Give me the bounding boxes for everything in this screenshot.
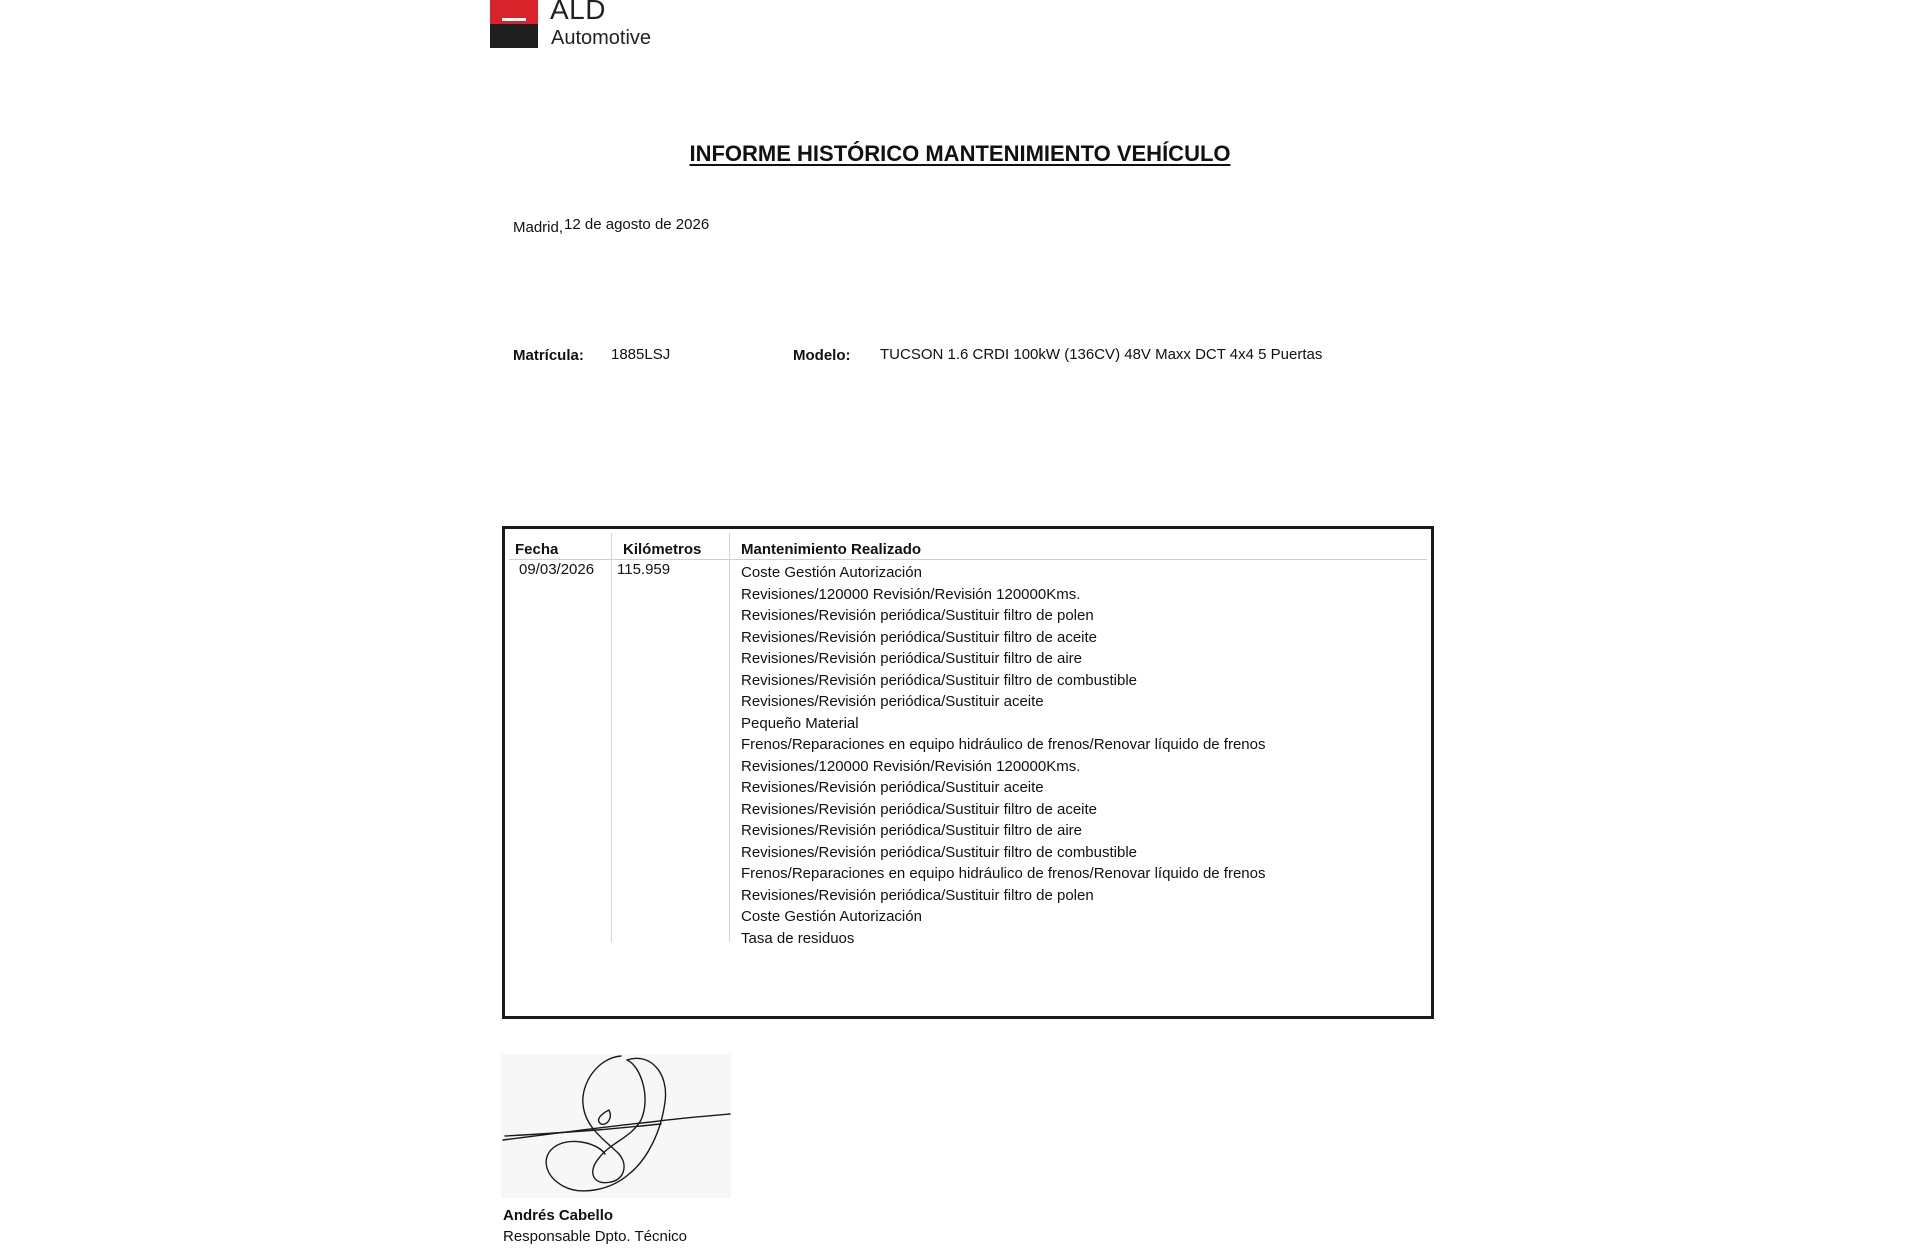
maintenance-item: Revisiones/Revisión periódica/Sustituir filtro de aire bbox=[741, 650, 1082, 667]
maintenance-item: Revisiones/Revisión periódica/Sustituir filtro de aceite bbox=[741, 800, 1098, 818]
plate-label: Matrícula: bbox=[513, 347, 584, 364]
maintenance-items-list bbox=[741, 562, 1266, 949]
signer-role: Responsable Dpto. Técnico bbox=[503, 1228, 687, 1245]
logo-subtitle-text: Automotive bbox=[551, 27, 652, 49]
row-km: 115.959 bbox=[617, 561, 671, 578]
maintenance-item: Revisiones/120000 Revisión/Revisión 120000Kms. bbox=[741, 585, 1081, 603]
plate-value: 1885LSJ bbox=[611, 346, 671, 363]
signature-image bbox=[501, 1054, 731, 1198]
maintenance-item: Revisiones/Revisión periódica/Sustituir filtro de aire bbox=[741, 822, 1082, 839]
model-value: TUCSON 1.6 CRDI 100kW (136CV) 48V Maxx DCT 4x4 5 Puertas bbox=[880, 346, 1323, 363]
report-city: Madrid, bbox=[513, 219, 564, 236]
logo-mark-dark bbox=[490, 24, 538, 48]
column-divider-date bbox=[611, 533, 612, 942]
maintenance-item: Frenos/Reparaciones en equipo hidráulico de frenos/Renovar líquido de frenos bbox=[741, 865, 1266, 882]
maintenance-item: Revisiones/Revisión periódica/Sustituir filtro de polen bbox=[741, 607, 1094, 624]
signature-scribble bbox=[501, 1054, 731, 1198]
maintenance-table bbox=[502, 526, 1434, 1019]
column-divider-km bbox=[729, 533, 730, 942]
maintenance-item: Coste Gestión Autorización bbox=[741, 564, 922, 581]
maintenance-item: Revisiones/Revisión periódica/Sustituir filtro de polen bbox=[741, 886, 1094, 904]
header-km: Kilómetros bbox=[623, 541, 702, 558]
maintenance-item: Revisiones/Revisión periódica/Sustituir aceite bbox=[741, 693, 1044, 710]
maintenance-item: Revisiones/Revisión periódica/Sustituir filtro de combustible bbox=[741, 843, 1138, 861]
maintenance-item: Tasa de residuos bbox=[741, 929, 855, 947]
report-date-line bbox=[513, 216, 710, 236]
maintenance-item: Coste Gestión Autorización bbox=[741, 908, 922, 925]
header-maintenance: Mantenimiento Realizado bbox=[741, 541, 922, 558]
maintenance-item: Revisiones/Revisión periódica/Sustituir filtro de combustible bbox=[741, 671, 1138, 689]
header-divider bbox=[509, 559, 1427, 560]
maintenance-item: Revisiones/120000 Revisión/Revisión 120000Kms. bbox=[741, 757, 1081, 775]
report-title: INFORME HISTÓRICO MANTENIMIENTO VEHÍCULO bbox=[689, 141, 1231, 166]
maintenance-item: Frenos/Reparaciones en equipo hidráulico de frenos/Renovar líquido de frenos bbox=[741, 736, 1266, 753]
logo-brand-text: ALD bbox=[550, 0, 606, 25]
header-date: Fecha bbox=[515, 541, 559, 558]
company-logo bbox=[490, 0, 670, 50]
report-date: 12 de agosto de 2026 bbox=[564, 216, 710, 233]
row-date: 09/03/2026 bbox=[519, 561, 595, 578]
model-label: Modelo: bbox=[793, 347, 851, 364]
signer-name: Andrés Cabello bbox=[503, 1207, 614, 1224]
maintenance-item: Pequeño Material bbox=[741, 714, 859, 732]
maintenance-item: Revisiones/Revisión periódica/Sustituir aceite bbox=[741, 779, 1044, 796]
maintenance-item: Revisiones/Revisión periódica/Sustituir filtro de aceite bbox=[741, 628, 1098, 646]
logo-mark-bar bbox=[502, 18, 526, 21]
